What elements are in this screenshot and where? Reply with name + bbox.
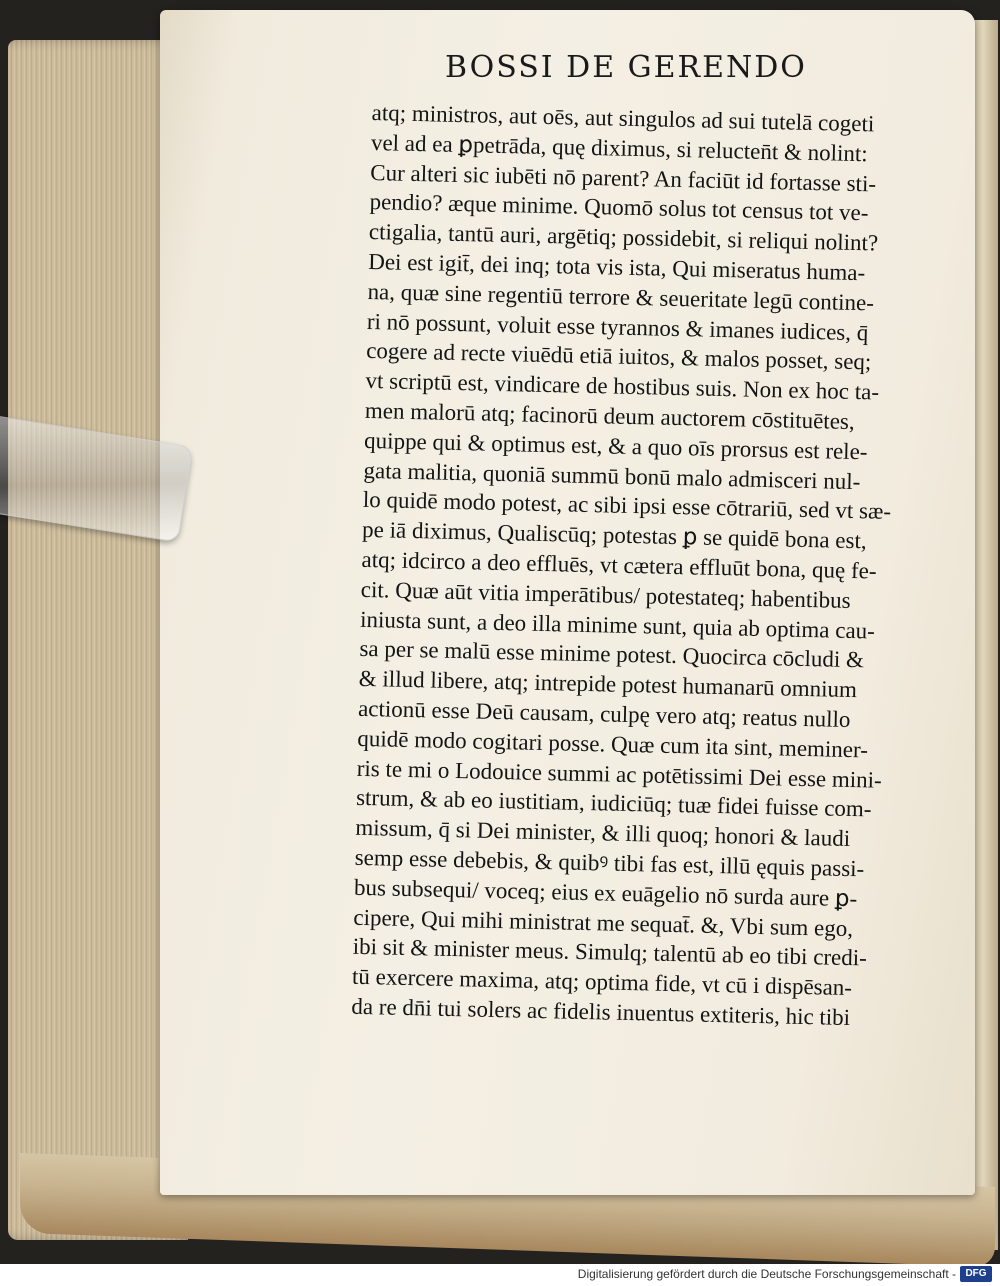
text-line: Dei est igit̄, dei inq; tota vis ista, Qui miseratus huma-: [368, 248, 866, 286]
dfg-logo: DFG: [960, 1266, 992, 1282]
text-line: missum, q̄ si Dei minister, & illi quoq; honori & laudi: [355, 814, 851, 852]
text-line: atq; idcirco a deo effluēs, vt cætera effluūt bona, quę fe-: [361, 546, 877, 584]
digitization-credit: Digitalisierung gefördert durch die Deutsche Forschungsgemeinschaft -: [577, 1267, 956, 1281]
text-line: pendio? æque minime. Quomō solus tot census tot ve-: [369, 189, 869, 226]
text-line: ibi sit & minister meus. Simulq; talentū ab eo tibi credi-: [352, 934, 868, 971]
text-line: men malorū atq; facinorū deum auctorem cōstituētes,: [364, 397, 855, 434]
text-line: vel ad ea ꝑpetrāda, quę diximus, si relucten̄t & nolint:: [370, 129, 868, 167]
text-line: iniusta sunt, a deo illa minime sunt, quia ab optima cau-: [359, 606, 876, 644]
running-head: BOSSI DE GERENDO: [445, 50, 807, 85]
text-line: ctigalia, tantū auri, argētiq; possidebit, si reliqui nolint?: [368, 219, 879, 256]
text-line: tū exercere maxima, atq; optima fide, vt cū i dispēsan-: [351, 963, 853, 1001]
text-line: semp esse debebis, & quibꝰ tibi fas est, illū ęquis passi-: [354, 844, 865, 882]
text-line: strum, & ab eo iustitiam, iudiciūq; tuæ fidei fuisse com-: [355, 785, 872, 822]
text-line: pe iā diximus, Qualiscūq; potestas ꝑ se quidē bona est,: [361, 517, 867, 554]
show-through-text: [270, 60, 370, 860]
text-line: lo quidē modo potest, ac sibi ipsi esse cōtrariū, sed vt sæ-: [362, 487, 892, 525]
text-line: gata malitia, quoniā summū bonū malo admisceri nul-: [363, 457, 861, 494]
body-text: [351, 98, 912, 1030]
text-line: actionū esse Deū causam, culpę vero atq; reatus nullo: [357, 695, 851, 732]
text-line: atq; ministros, aut oēs, aut singulos ad sui tutelā cogeti: [371, 99, 875, 137]
text-line: cogere ad recte viuēdū etiā iuitos, & malos posset, seq;: [365, 338, 872, 375]
text-line: na, quæ sine regentiū terrore & seueritate legū contine-: [367, 278, 875, 316]
text-line: ris te mi o Lodouice summi ac potētissimi Dei esse mini-: [356, 755, 883, 793]
text-line: & illud libere, atq; intrepide potest humanarū omnium: [358, 665, 858, 703]
text-line: cit. Quæ aūt vitia imperātibus/ potestateq; habentibus: [360, 576, 851, 613]
text-line: sa per se malū esse minime potest. Quocirca cōcludi &: [359, 636, 865, 673]
text-line: vt scriptū est, vindicare de hostibus suis. Non ex hoc ta-: [365, 368, 880, 405]
text-line: bus subsequi/ voceq; eius ex euāgelio nō surda aure ꝑ-: [353, 874, 858, 911]
text-line: cipere, Qui mihi ministrat me sequat̄. &, Vbi sum ego,: [353, 904, 854, 941]
text-line: quidē modo cogitari posse. Quæ cum ita sint, meminer-: [357, 725, 869, 763]
text-line: Cur alteri sic iubēti nō parent? An faciūt id fortasse sti-: [370, 159, 877, 197]
text-line: ri nō possunt, voluit esse tyrannos & imanes iudices, q̄: [366, 308, 869, 345]
text-line: quippe qui & optimus est, & a quo oīs prorsus est rele-: [363, 427, 868, 465]
text-line: da re dn̄i tui solers ac fidelis inuentus extiteris, hic tibi: [351, 993, 851, 1030]
